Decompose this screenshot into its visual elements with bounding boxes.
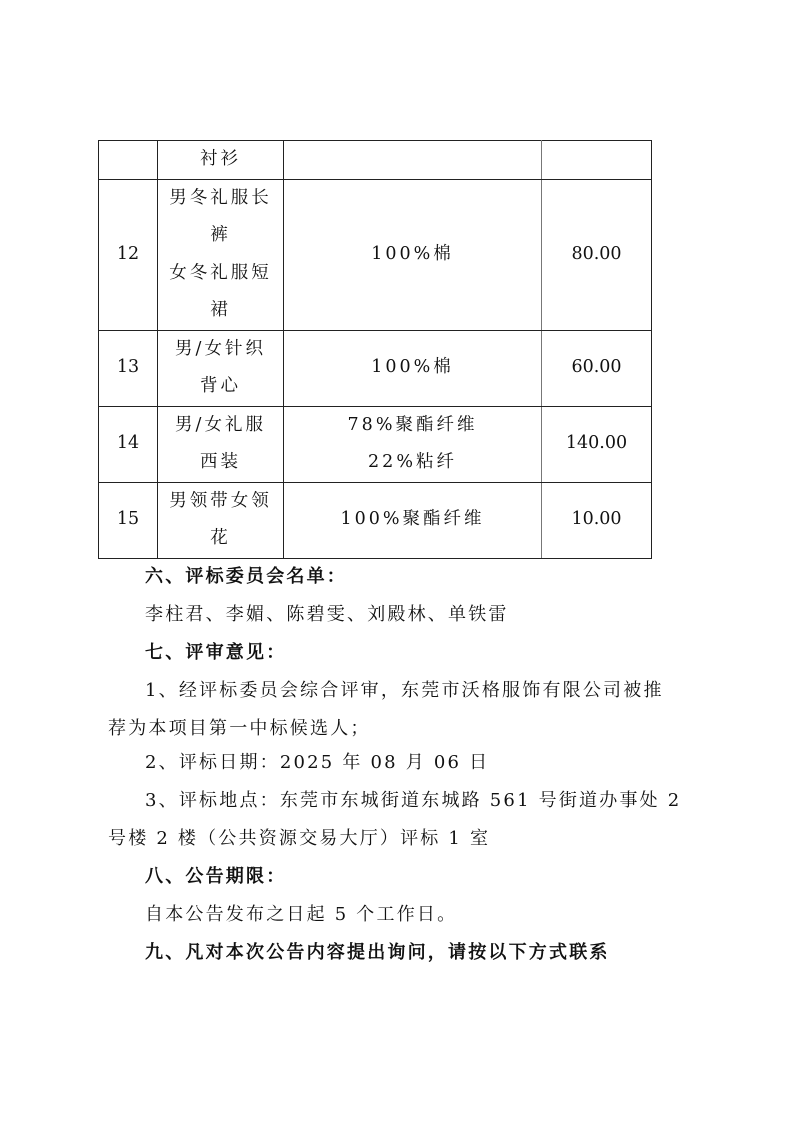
- material-line: 100%棉: [371, 357, 454, 378]
- material-line: 100%聚酯纤维: [340, 509, 485, 530]
- item-name-line: 裤: [210, 225, 231, 245]
- item-name-cell: [158, 141, 284, 180]
- table-row: [99, 141, 652, 180]
- review-item-1-line-2: 荐为本项目第一中标候选人；: [108, 718, 371, 739]
- item-name-line: 花: [210, 528, 231, 548]
- material-cell: [284, 482, 542, 558]
- item-name-line: 女冬礼服短: [169, 262, 272, 283]
- item-name-line: 男/女礼服: [175, 414, 266, 435]
- item-number-cell: [99, 141, 158, 180]
- review-item-1-line-1: 1、经评标委员会综合评审，东莞市沃格服饰有限公司被推: [145, 680, 664, 701]
- item-number-cell: 14: [99, 406, 158, 482]
- item-number-cell: 13: [99, 330, 158, 406]
- item-number-cell: 12: [99, 179, 158, 330]
- price-cell: 10.00: [542, 482, 652, 558]
- material-cell: [284, 141, 542, 180]
- section-7-heading: 七、评审意见：: [145, 642, 287, 663]
- table-row: [99, 482, 652, 558]
- section-8-heading: 八、公告期限：: [145, 866, 287, 887]
- table-row: [99, 330, 652, 406]
- review-location-line-2: 号楼 2 楼（公共资源交易大厅）评标 1 室: [108, 828, 491, 849]
- material-line: 78%聚酯纤维: [347, 414, 478, 435]
- section-9-heading: 九、凡对本次公告内容提出询问，请按以下方式联系: [145, 942, 610, 963]
- section-6-heading: 六、评标委员会名单：: [145, 566, 347, 587]
- material-line: 22%粘纤: [368, 452, 457, 472]
- table-row: [99, 406, 652, 482]
- item-name-cell: [158, 482, 284, 558]
- item-name-cell: [158, 179, 284, 330]
- material-line: 100%棉: [371, 243, 454, 264]
- item-name-line: 男领带女领: [169, 490, 272, 511]
- announcement-period: 自本公告发布之日起 5 个工作日。: [145, 904, 458, 925]
- item-name-line: 衬衫: [200, 149, 241, 169]
- material-cell: [284, 330, 542, 406]
- item-name-line: 男冬礼服长: [169, 187, 272, 208]
- price-cell: [542, 141, 652, 180]
- price-cell: 140.00: [542, 406, 652, 482]
- price-cell: 60.00: [542, 330, 652, 406]
- item-name-line: 西装: [200, 452, 241, 472]
- review-date: 2、评标日期：2025 年 08 月 06 日: [145, 752, 490, 773]
- item-name-cell: [158, 406, 284, 482]
- table-row: [99, 179, 652, 330]
- review-location-line-1: 3、评标地点：东莞市东城街道东城路 561 号街道办事处 2: [145, 790, 682, 811]
- item-name-cell: [158, 330, 284, 406]
- item-name-line: 背心: [200, 376, 241, 396]
- price-cell: 80.00: [542, 179, 652, 330]
- item-name-line: 男/女针织: [175, 338, 266, 359]
- item-name-line: 裙: [210, 300, 231, 320]
- material-cell: [284, 406, 542, 482]
- committee-names: 李柱君、李媚、陈碧雯、刘殿林、单铁雷: [145, 604, 509, 625]
- item-number-cell: 15: [99, 482, 158, 558]
- items-table: [98, 140, 652, 559]
- material-cell: [284, 179, 542, 330]
